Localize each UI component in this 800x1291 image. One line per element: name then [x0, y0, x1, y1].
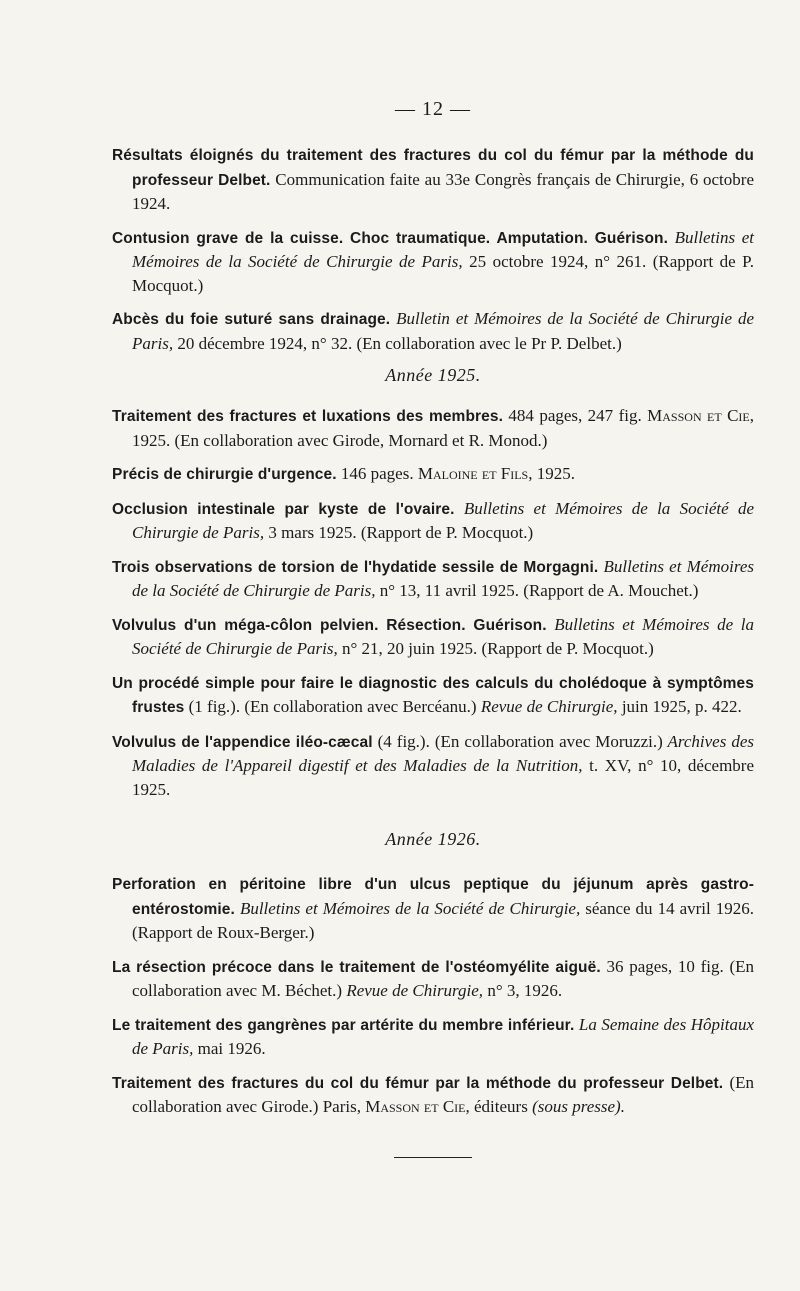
bibliography-entry — [112, 613, 754, 661]
entry-journal: Bulletins et Mémoires de la Société de Chirurgie de Paris, — [132, 556, 754, 600]
entry-details: (4 fig.). (En collaboration avec Moruzzi.) — [372, 731, 663, 751]
bibliography-entry — [112, 730, 754, 802]
entry-journal: Bulletins et Mémoires de la Société de Chirurgie, — [234, 898, 581, 918]
bibliography-entry — [112, 462, 754, 487]
entry-title: Un procédé simple pour faire le diagnostic des calculs du cholédoque à symptômes frustes — [112, 674, 754, 716]
bibliography-entry — [112, 143, 754, 216]
entry-details: juin 1925, p. 422. — [617, 697, 742, 716]
entry-details: n° 13, 11 avril 1925. (Rapport de A. Mouchet.) — [375, 581, 699, 600]
entry-title: Contusion grave de la cuisse. Choc traumatique. Amputation. Guérison. — [112, 229, 668, 247]
bibliography-entry — [112, 497, 754, 545]
entry-journal: (sous presse). — [527, 1097, 625, 1116]
entry-publisher: Masson et Cie — [641, 406, 750, 425]
entry-details: , éditeurs — [465, 1097, 528, 1116]
entry-title: Abcès du foie suturé sans drainage. — [112, 311, 391, 328]
entry-journal: La Semaine des Hôpitaux de Paris, — [132, 1014, 754, 1058]
page-number: — 12 — — [395, 98, 471, 120]
entry-details: mai 1926. — [193, 1039, 266, 1058]
entry-details: 146 pages. — [336, 464, 414, 483]
entry-details: séance du 14 avril 1926. (Rapport de Roux-Berger.) — [132, 898, 755, 942]
entry-title: Perforation en péritoine libre d'un ulcus peptique du jéjunum après gastro-entérostomie. — [112, 876, 754, 918]
entry-details: 36 pages, 10 fig. (En collaboration avec M. Béchet.) — [132, 956, 754, 1000]
bibliography-entry — [112, 1013, 754, 1061]
entry-title: Traitement des fractures du col du fémur par la méthode du professeur Delbet. — [112, 1074, 724, 1092]
bibliography-entry — [112, 1071, 754, 1119]
bibliography-entry — [112, 555, 754, 603]
entry-publisher: Maloine et Fils — [413, 464, 529, 483]
bibliography-entry — [112, 226, 754, 298]
entry-journal: Revue de Chirurgie, — [342, 981, 484, 1000]
entry-details: n° 21, 20 juin 1925. (Rapport de P. Mocquot.) — [337, 639, 654, 658]
year-heading: Année 1926. — [385, 829, 481, 849]
bibliography-entry — [112, 955, 754, 1003]
bibliography-entry — [112, 671, 754, 720]
page — [112, 98, 754, 1158]
entry-journal: Bulletins et Mémoires de la Société de Chirurgie de Paris, — [132, 227, 754, 271]
bibliography-entry — [112, 404, 754, 452]
entry-details: 3 mars 1925. (Rapport de P. Mocquot.) — [264, 523, 534, 542]
entry-title: Résultats éloignés du traitement des fractures du col du fémur par la méthode du professeur Delbet. — [112, 147, 754, 189]
entry-title: Trois observations de torsion de l'hydatide sessile de Morgagni. — [112, 558, 599, 576]
bibliography-entry — [112, 872, 754, 945]
entry-details: , 1925. — [528, 464, 575, 483]
entry-title: Précis de chirurgie d'urgence. — [112, 466, 337, 483]
end-rule-divider — [394, 1157, 472, 1158]
entry-details: Communication faite au 33e Congrès français de Chirurgie, 6 octobre 1924. — [132, 169, 754, 213]
entry-journal: Bulletins et Mémoires de la Société de Chirurgie de Paris, — [132, 498, 754, 542]
entry-details: (1 fig.). (En collaboration avec Bercéanu.) — [184, 697, 477, 716]
entry-details: 20 décembre 1924, n° 32. (En collaboration avec le Pr P. Delbet.) — [173, 333, 622, 353]
entry-title: Occlusion intestinale par kyste de l'ovaire. — [112, 500, 455, 518]
entry-journal: Archives des Maladies de l'Appareil digestif et des Maladies de la Nutrition, — [132, 731, 754, 775]
entry-journal: Bulletin et Mémoires de la Société de Chirurgie de Paris, — [132, 309, 755, 353]
entry-details: , 1925. (En collaboration avec Girode, Mornard et R. Monod.) — [132, 406, 755, 450]
entry-title: Volvulus de l'appendice iléo-cæcal — [112, 733, 373, 751]
entry-title: Volvulus d'un méga-côlon pelvien. Résection. Guérison. — [112, 616, 547, 634]
entry-title: Traitement des fractures et luxations des membres. — [112, 408, 503, 425]
entry-journal: Bulletins et Mémoires de la Société de Chirurgie de Paris, — [132, 614, 754, 658]
entry-publisher: Masson et Cie — [360, 1097, 466, 1116]
entry-journal: Revue de Chirurgie, — [476, 697, 618, 716]
entry-details: t. XV, n° 10, décembre 1925. — [132, 756, 754, 799]
entry-title: Le traitement des gangrènes par artérite du membre inférieur. — [112, 1016, 575, 1034]
entry-details: n° 3, 1926. — [483, 981, 563, 1000]
entry-details: (En collaboration avec Girode.) Paris, — [132, 1072, 755, 1116]
bibliography-entry — [112, 307, 754, 355]
entry-details: 484 pages, 247 fig. — [503, 406, 642, 425]
entry-title: La résection précoce dans le traitement de l'ostéomyélite aiguë. — [112, 958, 601, 976]
entry-details: 25 octobre 1924, n° 261. (Rapport de P. Mocquot.) — [132, 252, 754, 295]
year-heading: Année 1925. — [385, 365, 481, 385]
